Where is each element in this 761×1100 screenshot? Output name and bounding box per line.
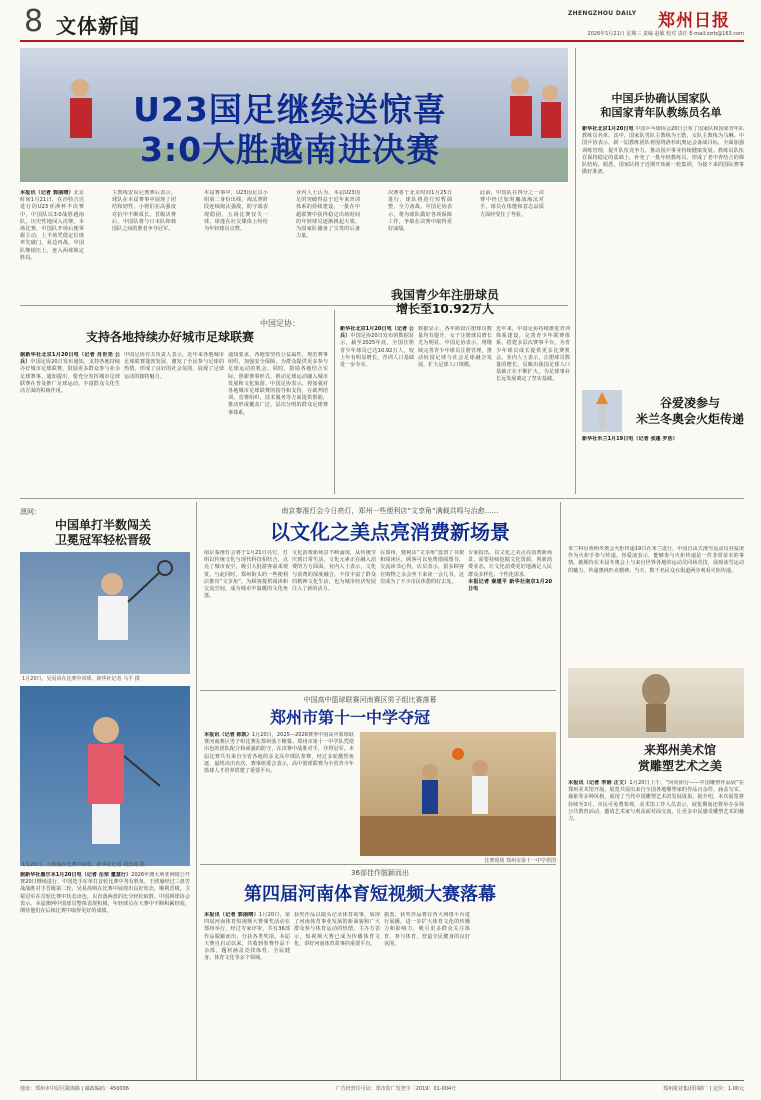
culture-para: 在郑州，便利店“文享角”设置了书架和阅读区，顾客可以免费借阅图书，交流读书心得。店员表示，很多顾客在购物之余会坐下来读一会儿书，这里成为了不少市民休憩的好去处。 (380, 550, 464, 585)
lead-para: 本届赛事中，U23国足以小组第二身份出线，淘汰赛阶段连续淘汰强敌，防守端表现稳固，五场比赛仅失一球。球迷在社交媒体上纷纷为年轻球员点赞。 (204, 190, 268, 233)
tennis-player-illustration (20, 686, 190, 866)
divider (200, 690, 556, 691)
torch-icon (582, 390, 622, 432)
film-headline: 第四届河南体育短视频大赛落幕 (244, 884, 496, 905)
tennis-headline-line2: 卫冕冠军轻松晋级 (54, 533, 151, 547)
pingpong-body (582, 126, 744, 384)
lead-para: 北京时间1月21日，在沙特吉达进行的U23亚洲杯半决赛中，中国队以3:0战胜越南队，历史性地闯入决赛。本场比赛，中国队开场后便掌握主动，上半场凭借定位球率先破门。易边再战，中国队继续压上，连入两球锁定胜局。 (20, 190, 84, 261)
basketball-game-illustration (360, 732, 556, 856)
film-col-2 (294, 912, 380, 1080)
divider (200, 864, 556, 865)
film-byline: 本报讯（记者 郭丽晴） (204, 912, 259, 918)
paper-name-en: ZHENGZHOU DAILY (568, 10, 637, 17)
lead-col-4 (296, 190, 360, 300)
divider (560, 502, 561, 1080)
film-para: 据悉，获奖作品将在各大网络平台进行展播，进一步扩大体育文化的传播力和影响力，吸引更多群众关注体育、参与体育，营造全民健身的良好氛围。 (384, 912, 470, 947)
art-body (568, 780, 744, 1080)
registration-col-1 (340, 326, 414, 494)
registration-para: 业内人士表示，注册球员数量的增长，反映出我国足球人口基础正在不断扩大，为足球事业长远发展奠定了坚实基础。 (496, 354, 570, 383)
lead-para: 此前，中国队在四分之一决赛中经过加时鏖战淘汰对手，球员在体能和意志品质方面经受住了考验。 (480, 190, 544, 218)
pingpong-headline (580, 92, 742, 120)
footer (20, 1085, 744, 1092)
art-headline-line1: 来郑州美术馆 (643, 743, 716, 757)
film-kicker: 36部佳作脱颖而出 (351, 869, 409, 877)
art-photo (568, 668, 744, 738)
lead-para: 主教练安东尼奥赛后表示，球队在本届赛事中展现了团结和韧性，小将们在高强度对抗中不断成长。晋级决赛后，中国队将与日本队和韩国队之间的胜者争夺冠军。 (112, 190, 176, 233)
basketball-kicker: 中国高中篮球联赛河南赛区男子组比赛落幕 (303, 696, 437, 704)
registration-col-3 (496, 326, 570, 494)
registration-para: 数据显示，各年龄段注册球员数量均有提升，女子注册球员增长尤为明显。中国足协表示，将继续完善青少年球员注册管理，推动校园足球与社会足球融合发展，扩大足球人口规模。 (418, 326, 492, 369)
tennis-para: 2026年澳大利亚网球公开赛20日继续进行，中国选手在单打首轮比赛中各有胜负。王欣瑜经过三盘苦战战胜对手晋级第二轮，吴易昺则在比赛中展现出良好状态，顺利晋级。卫冕冠军在首轮比赛中状态出色，以直落两盘的比分轻松取胜。中国网球协会表示，本届澳网中国球员整体表现积极，年轻球员在大赛中不断积累经验，期待他们在后续比赛中取得更好的成绩。 (20, 872, 190, 915)
pingpong-headline-line1: 中国乒协确认国家队 (611, 92, 711, 105)
basketball-para: 1月20日，2025—2026赛季中国高中篮球联赛河南赛区男子组比赛在郑州落下帷幕。郑州市第十一中学队凭借出色的团队配合和顽强的防守，在决赛中战胜对手，夺得冠军。本届比赛共有来自全省各地的多支高中球队参赛，经过多轮激烈角逐，最终决出名次。赛事组委会表示，高中篮球联赛为全省青少年篮球人才培养搭建了重要平台。 (204, 732, 354, 775)
registration-para: 近年来，中国足协持续推进青训体系建设，完善青少年联赛体系，搭建多层次赛事平台，为青少年球员成长提供更多比赛机会。 (496, 326, 570, 361)
lead-headline (120, 90, 460, 170)
lead-para: 决赛将于北京时间1月25日进行，球队将进行短暂调整，全力备战。中国足协表示，将为球队做好各项保障工作，争取在决赛中取得更好成绩。 (388, 190, 452, 233)
tennis-photo-2 (20, 686, 190, 866)
football-headline: 支持各地持续办好城市足球联赛 (85, 330, 254, 344)
gu-headline-line1: 谷爱凌参与 (659, 396, 720, 410)
gu-photo (582, 390, 622, 432)
footer-license: 广告经营许可证：郑市监广发登字〔2019〕01-004号 (335, 1086, 457, 1092)
page-number: 8 (24, 4, 44, 39)
tennis-player-illustration (20, 552, 190, 674)
gu-headline-line2: 米兰冬奥会火炬传递 (635, 412, 744, 426)
lead-col-6 (480, 190, 544, 300)
tennis-caption-1: 1月20日，吴易昺在比赛中回球。新华社记者 马平 摄 (22, 676, 140, 682)
basketball-headline: 郑州市第十一中学夺冠 (269, 708, 430, 727)
registration-headline-line1: 我国青少年注册球员 (390, 288, 499, 302)
gu-body (568, 546, 744, 662)
football-byline: 据新华社北京1月20日电（记者 肖世尧 公兵） (20, 352, 120, 366)
footer-address: 地址：郑州市中原区陇海路 | 邮政编码：450006 (20, 1086, 129, 1092)
paper-logo: 郑州日报 (658, 11, 730, 31)
football-col-3 (228, 352, 328, 492)
registration-byline: 新华社北京1月20日电（记者 公兵） (340, 326, 414, 340)
section-title: 文体新闻 (56, 14, 140, 38)
football-col-2 (124, 352, 224, 492)
football-kicker: 中国足协： (260, 319, 300, 328)
gu-para: 米兰科尔蒂纳冬奥会火炬传递19日在米兰进行，中国自由式滑雪运动员谷爱凌作为火炬手参与传递。谷爱凌表示，能够参与火炬传递是一件非常荣幸的事情，她期待在本届冬奥会上与来自世界各地的运动员同场竞技，展现冰雪运动的魅力，传递奥林匹克精神。当天，数千名民众在街道两旁观看火炬传递。 (568, 546, 744, 574)
film-col-3 (384, 912, 470, 1080)
lead-col-1 (20, 190, 84, 300)
culture-col-4 (468, 550, 552, 686)
divider (334, 310, 335, 494)
lead-col-2 (112, 190, 176, 300)
tennis-headline-line1: 中国单打半数闯关 (54, 518, 151, 532)
football-para: 通知要求，各地要坚持公益属性，规范赛事组织，加强安全保障，为群众提供更多参与足球运动的机会。同时，鼓励各地结合实际，创新赛事形式，推动足球运动融入城市发展和文化旅游。 (228, 352, 328, 387)
pingpong-headline-line2: 和国家青年队教练员名单 (600, 106, 722, 119)
divider (196, 502, 197, 1080)
gu-byline: 新华社米兰1月19日电（记者 张蓬 罗浩） (582, 436, 678, 442)
lead-para: 业内人士认为，本届U23国足的突破得益于近年来青训体系的持续建设，一批在中超联赛中获得稳定出场时间的年轻球员逐渐挑起大梁，为国家队储备了宝贵的后备力量。 (296, 190, 360, 240)
pingpong-para: 中国乒乓球协会20日公布了国家队和国家青年队教练员名单。其中，国家队男队主教练为王皓，女队主教练为马琳。中国乒协表示，新一届教练团队将围绕洛杉矶奥运会备战目标，全面加强训练管理，提升队伍竞争力，推动国乒事业持续健康发展。教练员队伍在保持稳定的基础上，补充了一批年轻教练员，形成了老中青结合的梯队结构。据悉，国家队将于近期开始新一轮集训，为接下来的国际赛事做好准备。 (582, 126, 744, 176)
registration-col-2 (418, 326, 492, 494)
culture-col-3 (380, 550, 464, 686)
lead-headline-line2: 3:0大胜越南进决赛 (139, 130, 441, 169)
culture-para: 文化消费新场景不断涌现，从传统节庆到日常生活，文化元素正在融入消费的方方面面。业内人士表示，文化与消费的深度融合，不仅丰富了群众的精神文化生活，也为城市经济发展注入了新的活力。 (292, 550, 376, 593)
film-para: 1月20日，第四届河南体育短视频大赛颁奖活动在郑州举行，经过专家评审，共有36部作品脱颖而出，分获各类奖项。本届大赛自启动以来，共收到参赛作品千余部，题材涵盖竞技体育、全民健身、体育文化等多个领域。 (204, 912, 290, 962)
basketball-col-1 (204, 732, 354, 858)
football-para: 中国足协表示，将加强对各地城市足球联赛的指导和支持，在裁判培训、竞赛组织、技术服务等方面提供帮助，推动形成覆盖广泛、层次分明的群众足球赛事体系。 (228, 380, 328, 416)
tennis-kicker: 澳网： (20, 508, 41, 516)
divider (575, 48, 576, 494)
film-col-4 (474, 912, 556, 1080)
tennis-headline (28, 518, 178, 548)
sculpture-illustration (568, 668, 744, 738)
art-para: 1月20日上午，“同向而行——中国雕塑作品展”在郑州美术馆开展。展览共展出来自全国各地雕塑家的作品百余件，涵盖写实、抽象等多种风格，展现了当代中国雕塑艺术的发展成果。据介绍，本次展览将持续至3月，市民可免费参观。美术馆工作人员表示，展览期间还将举办多场公共教育活动，邀请艺术家与观众面对面交流，让更多市民感受雕塑艺术的魅力。 (568, 780, 744, 823)
tennis-byline: 据新华社墨尔本1月20日电（记者 岳荣 董意行） (20, 872, 132, 878)
basketball-byline: 本报讯（记者 陈凯） (204, 732, 252, 738)
lead-col-3 (204, 190, 268, 300)
pingpong-byline: 新华社北京1月20日电 (582, 126, 634, 132)
gu-body-top (582, 436, 744, 492)
football-col-1 (20, 352, 120, 492)
film-para: 获奖作品以镜头记录体育故事，展现了河南体育事业发展的新面貌和广大群众参与体育运动的热情。主办方表示，短视频大赛已成为传播体育文化、讲好河南体育故事的重要平台。 (294, 912, 380, 947)
art-byline: 本报讯（记者 李娟 正文） (568, 780, 630, 786)
registration-headline-line2: 增长至10.92万人 (396, 302, 494, 317)
football-para: 中国足协有关负责人表示，近年来各地城市足球联赛蓬勃发展，激发了全民参与足球的热情，形成了良好的社会氛围，展现了足球运动的独特魅力。 (124, 352, 224, 380)
football-para: 中国足协20日发布通知，支持各地持续办好城市足球联赛，鼓励更多群众参与业余足球赛事。通知提出，要充分发挥城市足球联赛在普及推广足球运动、丰富群众文化生活方面的积极作用。 (20, 359, 120, 395)
divider (20, 498, 744, 499)
culture-byline: 本报记者 秦建平 新华社南京1月20日电 (468, 578, 552, 593)
tennis-photo-1 (20, 552, 190, 674)
tennis-body (20, 872, 190, 1080)
basketball-caption: 比赛现场 郑州市第十一中学供图 (484, 858, 556, 864)
lead-headline-line1: U23国足继续送惊喜 (133, 90, 447, 129)
registration-para: 中国足协20日发布的数据显示，截至2025年底，全国注册青少年球员已达10.92万人，较上年有明显增长，青训人口基础进一步夯实。 (340, 333, 414, 369)
culture-col-1 (204, 550, 288, 686)
culture-col-2 (292, 550, 376, 686)
culture-kicker: 南京秦淮灯会今日亮灯，郑州一些便利店“文享角”满载共鸣与治愈…… (281, 507, 499, 515)
basketball-photo (360, 732, 556, 856)
footer-rule (20, 1080, 744, 1081)
gu-headline (620, 395, 760, 427)
culture-headline: 以文化之美点亮消费新场景 (270, 520, 510, 544)
culture-para: 南京秦淮灯会将于1月21日亮灯，灯组以传统文化与现代科技相结合，点亮了城市夜空，吸引大批游客前来观赏。与此同时，郑州街头的一些便利店推出“文享角”，为顾客提供阅读和交流空间，成为城市中温暖的文化角落。 (204, 550, 288, 600)
culture-para: 专家指出，以文化之美点亮消费新场景，需要持续挖掘文化资源，创新消费业态，让文化消费更好地满足人民群众多样化、个性化需求。 (468, 550, 552, 578)
film-col-1 (204, 912, 290, 1080)
art-headline (610, 742, 750, 774)
lead-col-5 (388, 190, 452, 300)
lead-byline: 本报讯（记者 郭丽晴） (20, 190, 74, 196)
tennis-caption-2: 1月20日，王欣瑜在比赛中回球。新华社记者 胡浩琦 摄 (22, 862, 145, 868)
registration-headline (345, 288, 545, 317)
footer-printer: 郑州报业集团印刷厂 | 定价：1.00元 (662, 1086, 744, 1092)
header-meta: 2026年1月21日 星期三 责编 赵敏 校对 责任 E-mail:zzrb@163.com (587, 31, 744, 37)
art-headline-line2: 赏雕塑艺术之美 (637, 759, 722, 773)
header-rule (20, 40, 744, 42)
